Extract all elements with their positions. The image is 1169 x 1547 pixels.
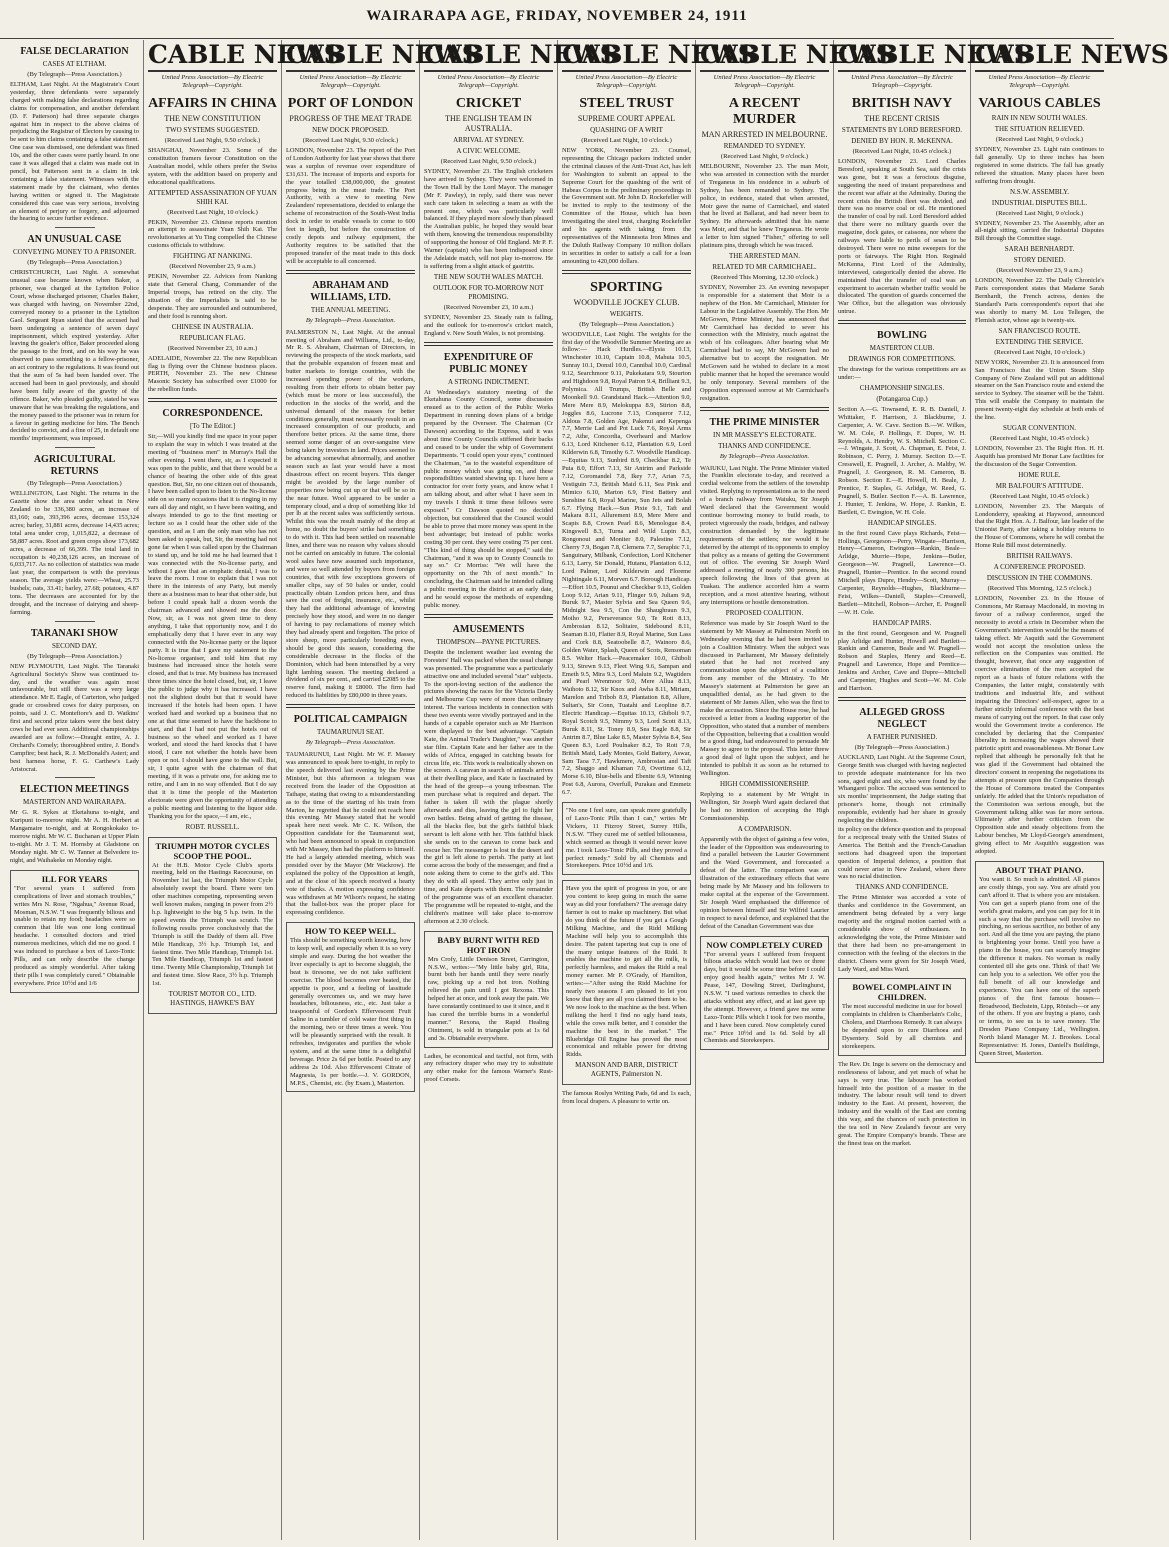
article-body: SYDNEY, November 23. An evening newspaper is responsible for a statement that Moir is a nephew of the Hon. Mr Carmichael, Minister for Labour in the Legislative Assembly. The Hon. Mr McGowen, Prime Minister, has announced that Mr Carmichael has decided to sever his connection with the Ministry, much against the wish of his colleagues. After hearing what Mr Carmichael had to say, Mr McGowen had no alternative but to accept the resignation. Mr McGowen said he wished to declare in a most public manner that he hoped the severance would be only temporary. Several members of the Opposition expressed sorrow at Mr Carmichael's resignation.: [700, 283, 829, 402]
article-subhead: INDUSTRIAL DISPUTES BILL.: [991, 198, 1088, 207]
article-subhead: OUTLOOK FOR TO-MORROW NOT PROMISING.: [433, 283, 544, 301]
article-body: SYDNEY, November 23. Light rain continues to fall generally. Up to three inches has been registered in some districts. The fall has greatly relieved the situation. Many places have been suffering from drought.: [975, 146, 1104, 185]
article-body: SYDNEY, November 23. Steady rain is falling, and the outlook for to-morrow's cricket match, England v. New South Wales, is not promising.: [424, 313, 553, 337]
column-4: [420, 40, 618, 1540]
section-headline: AMUSEMENTS: [452, 623, 525, 635]
column-2: [144, 40, 342, 1540]
dateline: (Received Last Night, 9 o'clock.): [995, 209, 1084, 217]
article-headline: TARANAKI SHOW: [30, 627, 119, 639]
dateline: (Received Last Night, 10 o'clock.): [994, 348, 1085, 356]
divider: [562, 270, 691, 274]
article-subhead: SUGAR CONVENTION.: [1002, 423, 1077, 432]
article-body: LONDON, November 23. The report of the Port of London Authority for last year shows that there was a surplus of revenue over expenditure of £31,631. The increase of imports and exports for the year totalled £38,000,000, the greatest progress being in the meat trade. The Port Authority, with a view to meeting New Zealanders' representations, decided to enlarge the scheme of reconstruction of the South-West India dock in order to enable vessels to come to 600 feet in length, but before the construction of costly depots and railway equipment, the Authority requires to be satisfied that the proposed transfer of the meat trade to this dock will be acceptable to all concerned.: [286, 147, 415, 265]
cable-news-banner: CABLE NEWS: [975, 40, 1104, 72]
article-headline: A RECENT MURDER: [728, 96, 801, 127]
cable-news-banner: CABLE NEWS: [148, 40, 277, 72]
article-credit: By Telegraph—Press Association.: [719, 452, 810, 460]
article-subhead: ATTEMPTED ASSASSINATION OF YUAN SHIH KAI.: [148, 188, 277, 206]
article-headline: FALSE DECLARATION: [20, 46, 129, 57]
press-credit: United Press Association—By Electric Telegraph—Copyright.: [161, 74, 264, 89]
article-headline: AFFAIRS IN CHINA: [148, 96, 277, 111]
article-body: its policy on the defence question and its proposal for a reciprocal treaty with the United States of America. The British and the French-Canadian sections had disagreed upon the important question of Imperial defence, a position that could never arise in New Zealand, where there was no racial distinction.: [838, 826, 966, 881]
article-headline: ALLEGED GROSS NEGLECT: [859, 706, 945, 730]
article-subhead: CASES AT ELTHAM.: [42, 60, 107, 68]
article-subhead: THE NEW SOUTH WALES MATCH.: [433, 272, 544, 281]
ad-footer: TOURIST MOTOR CO., LTD. HASTINGS, HAWKE'S BAY: [168, 990, 257, 1008]
article-subhead: N.S.W. ASSEMBLY.: [1009, 187, 1069, 196]
column-1: [6, 40, 144, 1540]
ad-headline: NOW COMPLETELY CURED: [706, 939, 823, 950]
divider: [838, 320, 966, 324]
section-headline: CORRESPONDENCE.: [162, 408, 263, 420]
ad-headline: BABY BURNT WITH RED HOT IRON: [437, 934, 540, 955]
article-subhead: A CIVIC WELCOME.: [456, 147, 521, 155]
article-subhead: SECOND DAY.: [51, 641, 98, 650]
dateline: (Received Last Night, 10.45 o'clock.): [990, 492, 1089, 500]
article-subhead: PROGRESS OF THE MEAT TRADE: [289, 114, 412, 123]
article-body: Mr G. R. Sykes at Eketahuna to-night, and Kuripuni to-morrow night. Mr A. H. Herbert at Mangamaire to-night, and at Rongokokako to-morrow night. Mr W. C. Buchanan at Upper Plain to-night. Mr J. T. M. Hornsby at Gladstone on Monday night. Mr C. W. Tanner at Belvedere to-night, and Waihakeke on Monday night.: [10, 809, 139, 864]
ad-headline: ILL FOR YEARS: [41, 873, 108, 884]
press-credit: United Press Association—By Electric Telegraph—Copyright.: [988, 74, 1091, 89]
section-headline: SPORTING: [590, 279, 663, 295]
dateline: (Received Last Night, 10 o'clock.): [167, 208, 258, 216]
article-subhead: SUPREME COURT APPEAL: [577, 114, 676, 123]
article-body: ELTHAM, Last Night. At the Magistrate's Court yesterday, three defendants were separately charged with making false declarations regarding claims for compensation, and another defendant (D. F. Patterson) had three separate charges against him in respect to the above claims of prejudicing the Registrar of Electors by causing to be sent to him claims containing a false statement. One case was dismissed, one defendant was fined 10s, and the other cases were partly heard. In one case it was alleged that a claim was made out in pencil, but Patterson sent in a claim in ink containing a false statement. Witnesses with the statement made by the claimant, who denies having written or signed it. The Magistrate considered this case was very serious, involving an element of perjury or forgery, and adjourned the hearing to secure further evidence.: [10, 81, 139, 223]
cable-news-banner: CABLE NEWS: [424, 40, 553, 72]
article-subhead: WEIGHTS.: [609, 309, 644, 318]
article-body: PALMERSTON N., Last Night. At the annual meeting of Abraham and Williams, Ltd., to-day, Mr R. S. Abraham, Chairman of Directors, in reviewing the prospects of the stock markets, said that the probable expansion of frozen meat and butter markets to foreign countries, with the increased spending power of the workers, resulting from their efforts to obtain better pay (which must be more or less successful), the reduction in the stocks of the world, and the universal demand of the masses for better conditions generally, must necessarily result in an increased consumption of our products, and therefore better prices. At the same time, there seemed some danger of an over-sanguine view being taken by investors in land. Prices seemed to be advancing somewhat abnormally, and another season such as last year would have a most disastrous effect on recent buyers. This danger might be avoided by the large number of properties now being cut up or that will be so in the near future. Wool appeared to be under a temporary cloud, and a drop of something like 1d per lb at the recent sales was sufficiently serious. Whilst this was the result mainly of the drop at home, no doubt the buyers' strike had something to do with it. This had been settled on reasonable lines, and there was no reason why values should not be carried on amicably in future. The colonial wool sales have now assumed such importance, and were so well attended by buyers from foreign countries, that with few exceptions growers of smaller clips, say of 50 bales or under, could practically obtain London prices here, and thus save the cost of freight, insurance, etc., whilst they had the additional advantage of knowing precisely how they stood, and were in no danger of having to pay reclamations of money which they had already spent and forgotten. The price of store sheep, more particularly breeding ewes, should be good this season, considering the considerable decrease in the flocks of the Dominion, which had been intensified by a very light lambing season. The meeting declared a dividend of six per cent., and carried £2085 to the reserve fund, making it £8000. The firm had reduced its liabilities by £80,000 in three years.: [286, 328, 415, 700]
divider: [424, 342, 553, 346]
article-body: Apparently with the object of gaining a few votes, the leader of the Opposition was endeavouring to find a parallel between the Laurier Government and the Ward Government, and forecasted a defeat of the latter. The comparison was an illustration of the extraordinary effects that were being made by Mr Massey and his followers to make capital at the expense of the Government. Sir Joseph Ward emphasised the difference of opinion between himself and Sir Wilfrid Laurier in respect to naval defence, and explained that the defeat of the Canadian Government was due: [700, 835, 829, 930]
dateline: (Received November 23, 10 a.m.): [443, 303, 534, 311]
article-subhead: DISCUSSION IN THE COMMONS.: [986, 574, 1093, 583]
advertisement: [838, 978, 966, 1055]
article-subhead: A COMPARISON.: [737, 824, 792, 833]
divider: [148, 398, 277, 402]
article-subhead: THE ARRESTED MAN.: [729, 251, 800, 260]
article-subhead: WOODVILLE JOCKEY CLUB.: [573, 297, 680, 307]
divider: [424, 614, 553, 618]
article-body: CHRISTCHURCH, Last Night. A somewhat unusual case became known when Baker, a prisoner, was charged at the Lyttelton Police Court, whose discharged prisoner, Charles Baker, was charged with having, on November 22nd, conveyed money to a prisoner in the Lyttelton Gaol. Sergeant Ryan stated that the accused had been undergoing a sentence of seven days' imprisonment, which expired yesterday. After leaving the goaler's office, Baker proceeded along the passage to the front, and on his way he was observed to pass something to a fellow-prisoner, an act contrary to the regulations. It was found out that the sum of 5s had been handed over. The accused had been in gaol previously, and should have been fully aware of the gravity of the offence. Baker, who pleaded guilty, stated he was unaware that he was breaking the regulations, and the money passed to the prisoner was in return for a favour in getting medicine for him. The Bench decided to convict, and a fine of 25, in default one months' imprisonment, was imposed.: [10, 269, 139, 443]
divider: [55, 227, 95, 228]
article-subhead: A STRONG INDICTMENT.: [448, 377, 529, 386]
article-body: NEW YORK, November 23. Counsel, representing the Chicago packers indicted under the criminal clauses of the Anti-Trust Act, has left for Washington to submit an appeal to the Supreme Court for the quashing of the writ of Habeas Corpus in the preliminary proceedings in the Government suit. Mr John D. Rockefeller will be invited to reply to the testimony of the Committee of the House, which has been investigating the steel trust, charging Rockefeller and his agents with taking from the representatives of the Minnesota Iron Mines and the Duluth Railway Company 10 million dollars in securities in order to satisfy a call for a loan amounting to 420,000 dollars.: [562, 147, 691, 265]
article-body: LONDON, November 23. The Right Hon. H. H. Asquith has promised Mr Bonar Law facilities for the discussion of the Sugar Convention.: [975, 444, 1104, 468]
article-body: SYDNEY, November 23. The Assembly, after an all-night sitting, carried the Industrial Disputes Bill through the Committee stage.: [975, 219, 1104, 243]
article-subhead: HIGH COMMISSIONERSHIP.: [719, 780, 810, 788]
article-headline: VARIOUS CABLES: [978, 96, 1101, 111]
divider: [55, 621, 95, 622]
column-7: [834, 40, 1032, 1540]
article-body: LONDON, November 23. In the House of Commons, Mr Ramsay Macdonald, in moving in favour of a railway conference, urged the necessity to avoid a crisis in December when the Government's intervention would be the means of taking effect. Mr Asquith said the Government would not accept the resolution unless the reflection on the Companies was omitted. He thought, however, that once any suggestion of coercive elimination of the men accepted the report as a basis of future relations with the Companies, the latter might, consistently with traditions and industrial life, and without impairing the Directors' self-respect, agree to a further strictly informal conference with the best means of carrying out the report. In that case only would the Government invite a conference. He concluded by declaring that the Companies' liberality in increasing the wages showed their patriotic spirit and reasonableness. Mr Bonar Law replied that although he personally felt that he was glad if the Government had obtained the directors' consent in reopening the negotiations its attempts at pressure upon the Companies through the House of Commons treated the Companies unfairly. He added that the Union's repudiation of the Commission was serious enough, but the Government talking alike was far more serious. Ultimately after further criticism from the Opposition side and steady objections from the Labour benches, Mr Lloyd-George's amendment, giving effect to Mr Asquith's suggestion was adopted.: [975, 595, 1104, 856]
article-body: AUCKLAND, Last Night. At the Supreme Court, George Smith was charged with having neglected to provide adequate maintenance for his two sons, aged eight and six, who were found by the Whangarei police. The accused was sentenced to six months' imprisonment, the Judge stating that prisoner's home, though not criminally responsible, evidently had her share in grossly neglecting the children.: [838, 753, 966, 825]
article-subhead: DRAWINGS FOR COMPETITIONS.: [848, 355, 956, 364]
dateline: (Received This Morning, 12.5 o'clock.): [987, 585, 1092, 593]
article-body: WAIUKU, Last Night. The Prime Minister visited the Franklin electorate to-day, and received a cordial welcome from the settlers of the township visited. Replying to representations as to the need of a branch railway from Waiuku, Sir Joseph Ward declared that the Government would continue borrowing money to build roads, to protect vigorously the roads, bridges, and railway construction demanded by the legitimate requirements of the settlers; nor would it be deterred by the attempt of its opponents to employ that policy as a means of getting the Government out of office. The evening Sir Joseph Ward addressed a meeting of nearly 300 persons, his speech following the lines of that given at Tuakau. The audience accorded him a warm reception, and a most attentive hearing, without any interruptions or hostile demonstration.: [700, 464, 829, 606]
ad-body: You want it. So much is admitted. All pianos are costly things, you say. You are afraid you can't afford it. That is where you are mistaken. You can get a superb piano from one of the world's great makers, and you can pay for it in such a way that the purchase will involve no pinching, no serious sacrifice, no bother of any sort. And all the time you are paying, the piano is brightening your home. Until you have a piano in the house, you can scarcely imagine the difference it makes. No woman is really contented till she gets one. Think of that! We can help you to a selection. We offer you the full benefit of all our knowledge and experience. You can have one of the superb pianos of the first famous houses—Broadwood, Bechstein, Lipp, Rönisch—or any of the others. If you are buying a piano, cash or terms, to see us is to save money. The Dresden Piano Company Ltd., Wellington. North Island Manager M. J. Brookes. Local Representative: H. Jones, Daniell's Buildings, Queen Street, Masterton.: [979, 876, 1100, 1057]
article-subhead: MASTERTON CLUB.: [869, 344, 935, 353]
article-credit: (By Telegraph—Press Association.): [27, 652, 122, 660]
article-subhead: MAN ARRESTED IN MELBOURNE.: [701, 130, 828, 139]
dateline: (Received November 23, 9 a.m.): [996, 267, 1083, 275]
advertisement: [424, 931, 553, 1048]
article-headline: EXPENDITURE OF PUBLIC MONEY: [443, 351, 534, 375]
divider: [55, 447, 95, 448]
article-subhead: THE RECENT CRISIS: [864, 114, 940, 123]
newspaper-page: [6, 40, 1169, 1542]
article-subhead: A FATHER PUNISHED.: [866, 732, 938, 741]
article-headline: STEEL TRUST: [579, 96, 674, 111]
ad-body: The most successful medicine in use for bowel complaints in children is Chamberlain's Colic, Cholera, and Diarrhoea Remedy. It can always be depended upon to cure Diarrhoea and Dysentery. Sold by all chemists and storekeepers.: [842, 1003, 962, 1050]
ad-body: "For several years I suffered from frequent bilious attacks which would last two or three days, but it would be some time before I could enjoy good health again," writes Mr J. W. Pease, 147, Dowling Street, Darlinghurst, N.S.W. "I used various remedies to check the attacks without any effect, and at last gave up the attempt. However, a friend gave me some Laxo-Tonic Pills which I took for two months, and I have been cured. Now completely cured me." Price 10½d and 1s 6d. Sold by all Chemists and Storekeepers.: [704, 950, 825, 1045]
article-headline: PORT OF LONDON: [287, 96, 414, 111]
column-6: [696, 40, 894, 1540]
article-headline: BRITISH NAVY: [851, 96, 953, 111]
article-subhead: A CONFERENCE PROPOSED.: [993, 563, 1086, 572]
advertisement: [148, 837, 277, 1015]
article-subhead: STORY DENIED.: [1013, 256, 1066, 265]
advertisement: [700, 936, 829, 1051]
divider: [55, 777, 95, 778]
dateline: (Received November 23, 9 a.m.): [169, 263, 256, 271]
article-subhead: EXTENDING THE SERVICE.: [995, 337, 1084, 346]
article-body: PEKIN, November 22. Advices from Nanking state that General Chang, Commander of the Imperial troops, has retired on the city. The situation of the Imperialists is said to be desperate. They are surrounded and outnumbered, and their food is running short.: [148, 273, 277, 320]
ad-body: Mrs Crofy, Little Denison Street, Carrington, N.S.W., writes:—"My little baby girl, Rita, burnt both her hands until they were nearly raw, picking up a red hot iron. Nothing relieved the pain until I got Rexona. This helped her at once, and took away the pain. We have constantly continued to use it since, and it has cured the terrible burns in a wonderful manner." Rexona, the Rapid Healing Ointment, is sold in triangular pots at 1s 6d and 3s. Obtainable everywhere.: [428, 955, 549, 1042]
article-subhead: MASTERTON AND WAIRARAPA.: [22, 798, 127, 807]
article-headline: AN UNUSUAL CASE: [27, 234, 122, 246]
ad-headline: ABOUT THAT PIANO.: [995, 865, 1084, 875]
article-subhead: THANKS AND CONFIDENCE.: [855, 883, 949, 892]
article-headline: AGRICULTURAL RETURNS: [33, 454, 116, 478]
column-3: [282, 40, 480, 1540]
ad-body: "No one I feel sure, can speak more gratefully of Laxo-Tonic Pills than I can," writes Mr Vickers, 11 Fitzroy Street, Surrey Hills, N.S.W. "They cured me of settled biliousness, which seemed as though it would never leave me. I took Laxo-Tonic Pills, and they proved a perfect remedy." Sold by all Chemists and Storekeepers. Price 10½d and 1/6.: [566, 807, 687, 870]
ad-footer: MANSON AND BARR, DISTRICT AGENTS, Palmerston N.: [575, 1061, 678, 1079]
ad-body: This should be something worth knowing, how to keep well, and especially when it is so very simple and easy. During the hot weather the liver especially is apt to become sluggish, the heat is tiresome, we do not take sufficient exercise. The blood becomes over heated, the appetite is poor, and a feeling of lassitude generally overcomes us, and we may have headaches, biliousness, etc., etc. Just take a teaspoonful of Gordon's Effervescent Fruit Saline in a tumbler of cold water first thing in the morning, two or three times a week. You will be pleasantly surprised with the result. It refreshes, invigorates and purifies the whole system, and at the same time is a delightful beverage. Price 2s 6d per bottle. Posted to any address 2s 10d. Also Effervescent Citrate of Magnesia, 1s per bottle.—J. V. GORDON, M.P.S., Chemist, etc. (by Exam.), Masterton.: [290, 937, 411, 1087]
article-headline: ELECTION MEETINGS: [19, 784, 130, 796]
ad-body: At the H.B. Motor Cycle Club's sports meeting, held on the Hastings Racecourse, on November 1st last, the Triumph Motor Cycle absolutely swept the board. There were ten other machines competing, representing seven well known makes, ranging in power from 2½ h.p. lightweight to the big 5 h.p. twin. In the speed events the Triumph was scratch. The following results prove conclusively that the Triumph is still the Daddy of them all. Five Mile Handicap, 3½ h.p. Triumph 1st, and fastest time. Two Mile Handicap, Triumph 1st. Ten Mile Handicap, Triumph 1st and fastest time. Twenty Mile Championship, Triumph 1st and fastest time. Slow Race, 3½ h.p. Triumph 1st.: [152, 861, 273, 988]
section-subhead: [To The Editor.]: [189, 422, 236, 431]
article-body: LONDON, November 23. The Marquis of Londonderry, speaking at Haywood, announced that the Right Hon. A. J. Balfour, late leader of the Unionist Party, after taking a holiday returns to the House of Commons, where he will combat the Home Rule Bill most determinedly.: [975, 502, 1104, 550]
dateline: (Received This Morning, 12.30 o'clock.): [710, 273, 819, 281]
article-body: Section A.—G. Townsend, E. R. B. Daniell, J. Whittaker, F. Harrison, J. Blackburne, J. Carpenter, A. W. Cave. Section B.—W. Wilkes, W. M. Cole, P. Hollings, F. Dupre, W. H. Reynolds, A. Hendry, W. S. Mitchell. Section C.—J. Wingate, J. Scott, A. Chapman, E. Feist, J. Robinson, C. Perry, J. Murray. Section D.—T. Cresswell, E. Pragnell, J. Archer, A. Maltby, W. Pragnell, J. Georgeson, R. M. Cameron, B. Robson. Section E.—E. Howell, H. Beale, J. Prentice, F. Staples, G. Arlidge, W. Reed, G. Pragnell, S. Butler. Section F.—A. B. Lawrence, J. Hunter, T. Jenkins, W. Hope, J. Rankin, E. Bartlett, C. Ewington, W. H. Cole.: [838, 405, 966, 516]
advertisement: [975, 861, 1104, 1063]
article-body: Reference was made by Sir Joseph Ward to the statement by Mr Massey at Palmerston North on Wednesday evening that he had been invited to join a Coalition Ministry. When the subject was discussed in Parliament, Mr Massey definitely stated that he had not received any communication upon the subject of a coalition from any member of the Ministry. To Mr Massey's statement at Palmerston he gave an unqualified denial, as he had given to the statement of Mr James Allen, who was the first to make the accusation. Since the House rose, he had received a letter from a leading supporter of the Opposition, who stated that a number of members of the Opposition, believing that a coalition would be a good thing, had endeavoured to persuade Mr Massey to agree to the proposal. This letter threw a good deal of light upon the subject, and he intended to publish it as soon as he returned to Wellington.: [700, 619, 829, 778]
article-subhead: SARAH BERNHARDT.: [1004, 245, 1075, 254]
column-8: [971, 40, 1169, 1540]
article-subhead: MR BALFOUR'S ATTITUDE.: [995, 481, 1084, 490]
dateline: (Received Last Night, 9 o'clock.): [995, 136, 1084, 143]
article-subhead: HANDICAP SINGLES.: [867, 518, 937, 527]
dateline: (Received Last Night, 10.45 o'clock.): [990, 434, 1089, 442]
article-body: At Wednesday's statutory meeting of the Eketahuna County Council, some discussion ensued as to the action of the Public Works Department in running down plans of a bridge prepared by the Overseer. The Chairman (Cr Dawson) according to the Express, said it was about time County Councils stiffened their backs and ceased to be under the whip of Government Departments. "I could open your eyes," continued the Chairman, "as to the wasteful expenditure of public money which was going on, and these responsibilities wanted shewing up. I have here a contractor for over forty years, and know what I am talking about, and after what I have seen in my travels I think it time these fellows were exposed." Cr Dawson quoted no decided objection, but considered that the Council would be able to prove that more money was spent in the best advantage; but instead of public works costing 30 per cent. they were costing 75 per cent. "This kind of thing should be stopped," said the Chairman, "and it was up to County Councils to say so." Cr Morriss: "We will have the opportunity on the 7th of next month." In concluding, the Chairman said he intended calling a public meeting in the district at an early date, and he would expose the methods of expending public money.: [424, 388, 553, 609]
article-subhead: THE ANNUAL MEETING.: [310, 305, 391, 314]
article-subhead: THE NEW CONSTITUTION: [164, 114, 261, 123]
article-body: NEW PLYMOUTH, Last Night. The Taranaki Agricultural Society's Show was continued to-day, and the weather was again most unfavourable, but still there was a very large attendance. Mr E. Eagle, of Carterton, who judged grade or crossbred cows for dairy purposes, on points, said J. C. Montefiore's and D. Watkins' first and second prize takers were the best dairy cows he had ever seen. Additional championships awarded are as follow:—Draught entire, A. J. Orchard's Comely; thoroughbred entire, J. Bond's Campfire; best hack, R. J. McDonald's Asteri; and best harness horse, F. G. Carthew's Lady Aristocrat.: [10, 662, 140, 773]
cable-news-banner: CABLE NEWS: [700, 40, 829, 72]
article-body: In the first round Cave plays Richards, Feist—Hollings, Georgeson—Perry, Wingate—Harrison, Henry—Cameron, Ewington—Rankin, Beale—Arlidge, Murrie—Hope, Jenkins—Butler, Georgeson—W. Pragnell, Lawrence—O. Pragnell, Hunter—Prentice. In the second round Mitchell plays Dupre, Hendry—Scott, Murray—Carpenter, Reynolds—Hughes, Blackburne—Feist, Wilkes—Daniell, Staples—Cresswell, Bartlett—Mitchell, Robson—Archer, E. Pragnell—W. H. Cole.: [838, 529, 966, 616]
article-subhead: RELATED TO MR CARMICHAEL.: [712, 262, 817, 271]
article-subhead: STATEMENTS BY LORD BERESFORD.: [841, 126, 963, 134]
divider: [286, 270, 415, 274]
advertisement: [562, 880, 691, 1085]
article-credit: (By Telegraph—Press Association.): [854, 743, 950, 751]
article-subhead: BRITISH RAILWAYS.: [1006, 552, 1073, 561]
article-credit: (By Telegraph—Press Association.): [579, 320, 674, 328]
article-body: SHANGHAI, November 23. Some of the constitution framers favour Constitution on the Australian model, while others prefer the Swiss system, with the addition based on property and educational qualifications.: [148, 147, 277, 186]
article-headline: CRICKET: [455, 96, 522, 111]
article-credit: (By Telegraph—Press Association.): [27, 480, 122, 488]
article-body: WOODVILLE, Last Night. The weights for the first day of the Woodville Summer Meeting are as follow:— Hack Hurdles.—Elysia 10.13, Winchester 10.10, Captain 10.8, Mahuta 10.5, Sunray 10.1, Donsil 10.0, Cannibal 10.0, Cardinal 9.12, Searchmoor 9.11, Pukekatara 9.9, Stourton and Highdoon 9.8, Royal Patron 9.4, Brilliant 9.3, Polymica. All Trumps, British Belle and Moonkell 9.0. Grandstand Hack.—Attention 9.0, Mere Mere 8.9, Melokuppa 8.9, Stirton 8.8, Joggles 8.6, Lucrone 7.13, Conqueror 7.12, Aldous 7.8, Golden Age, Pakenui and Kepenga 7.7, Merrie Lad and Pot Luck 7.6, Royal Arms 7.2, Athe, Concordia, Overheard and Marlow 6.13, Lord Kitchener 6.12, Plantation 6.9, Lord Kilderwin 6.8, Timothy 6.7. Woodville Handicap.—Equitas 9.13, Sunbird 8.9, Checkbar 8.2, Te Puia 8.0, Effort 7.13, Sir Antrim and Parkside 7.12, Coromandel 7.8, Ikey 7.7, Arian 7.5, Vestiguin 7.3, British Maid 6.11, Sea Pink and Mimico 6.10, Marton 6.9, First Battery and Sunshine 6.8, Royal Marine, Sun Jets and Bolah 6.7. Flying Hack.—Sun Pixie 9.1, Taft and Makara 8.11, Allurement 8.9, Mere Mere and Scapis 8.8, Crown Pearl 8.6, Menologue 8.4, Kingswell 8.3, Turna and Wild Lupin 8.3, Rongonoui and Moniter 8.0, Palestine 7.12, Cherry 7.9, Bogan 7.8, Clemens 7.7, Seraphic 7.1, Sanguinary, Milbank, Confection, Lord Kitchener 6.13, Larry, Sir Donald, Hutanu, Plantation 6.12, Lord Palmer, Lord Kilderwin and Floreme Nightingale 6.11, Morven 6.7. Borough Handicap.—Effort 10.5, Pounui and Checkbar 9.13, Golden Loop 9.12, Arian 9.11, Flinger 9.9, Juliam 9.8, Buruk 9.7, Master Sylvia and Sea Queen 9.6, Midnight Sea 9.5, Con the Shaughraun 9.3, Moiho 9.2, Perseverance 9.0, Te Roti 8.13, Ambrosian 8.12, Solitaire, Sidebound 8.11, Seaman 8.10, Flatter 8.9, Royal Marine, Sun Lass and Cork 8.8, Seatoobelle 8.7, Wainoro 8.6, Golden Water, Splash, Queen of Scots, Rensoman 8.5. Welter Hack.—Peacemaker 10.0, Ghiboli 9.13, Strewn 9.13, Fleet Wing 9.6, Sampan and Emeth 9.5, Mira 9.3, Lord Maluin 9.2, Wagtiders and Pearl Wrenmoor 9.0, Mere Allua 8.13, Waihoto 8.12, Sir Knox and Awha 8.11, Miriam, Marelon and Tribob 8.9, Plantation 8.8, Allure, Sultan's, Sir Conn, Tuatahi and Leopline 8.7. Electric Handicap.—Equitas 10.13, Ghiboli 9.7, Royal Scotch 9.5, Nimmy 9.3, Lord Scott 8.13, Buruk 8.11, St. Toney 8.9, Sea Eagle 8.8, Sir Antrim 8.7, Blue Lake 8.5, Master Sylvia 8.4, Sea Queen 8.3, Lord Poulnaker 8.2, To Roti 7.9, British Maid, Lady Montes, Gold Battery, Aswar, Sam Taoa 7.7, Hawkmere, Ambrosian and Taft 7.2, Shaggo and Khaman 7.0, Overtime 6.12, Morse 6.10, Blue-bells and Ebenite 6.9, Winning Post 6.8, Aurora, Overfull, Purakau and Emmetz 6.7.: [562, 330, 691, 797]
divider: [838, 697, 966, 701]
article-subhead: TWO SYSTEMS SUGGESTED.: [165, 126, 260, 134]
advertisement: [10, 870, 139, 993]
ad-body: The Rev. Dr. Inge is severe on the democracy and restlessness of labour, and yet much of what he says is very true. The labourer has worked himself into the position of a master in the industry. The labour result will tend to divert industry to the East. At present, however, the industry and the wealth of the East are coming this way, and the chances of such protection in the tea soil in New Zealand's favour are very great. The Empire Company's brands. These are the finest teas on the market.: [838, 1060, 966, 1147]
press-credit: United Press Association—By Electric Telegraph—Copyright.: [575, 74, 678, 89]
cable-news-banner: CABLE NEWS: [838, 40, 966, 72]
advertisement: [286, 922, 415, 1092]
article-subhead: THE ENGLISH TEAM IN AUSTRALIA.: [445, 114, 532, 133]
article-subhead: TAUMARUNUI SEAT.: [317, 728, 384, 737]
article-body: Despite the inclement weather last evening the Foresters' Hall was packed when the usual change was presented. The programme was a particularly attractive one and included several "star" subjects. To the sport-loving section of the audience the pictures showing the races for the Victoria Derby and Melbourne Cup were of more than ordinary interest. The various incidents in connection with these two events were vividly portrayed and in the hands of a capable operator such as Mr Harrison were displayed to the best advantage. "Captain Kate, the Animal Trader's Daughter," was another star film. Captain Kate and her father are in the wilds of Africa, engaged in catching beasts for circus life, etc. This work is realistically shown on the screen. A caravan in search of animals arrives at their dwelling place, and Kate is fascinated by the head of the group—a young tribesman. The men purchase what is required and depart. The father is taken ill with the plague shortly afterwards and dies, leaving the girl to fight her own battles. Being afraid of getting the disease, all the blacks flee, but the girl's faithful black servant is left alone with her. This faithful black she sends on to the caravan to come back and rescue her. The messenger is lost in the desert and the girl is left alone to perish. The party at last come across the body of the messenger, and find a note asking them to come to the girl's aid. This they do with all speed. They arrive only just in time, and Kate departs with them. The remainder of the programme was of an excellent character. The programme will be repeated to-night, and the children's matinee will take place to-morrow afternoon at 2.30 o'clock.: [424, 648, 553, 925]
ad-headline: BOWEL COMPLAINT IN CHILDREN.: [852, 982, 952, 1003]
divider: [700, 407, 829, 411]
article-body: Replying to a statement by Mr Wright in Wellington, Sir Joseph Ward again declared that he had no intention of accepting the High Commissionership.: [700, 791, 829, 822]
masthead-title: WAIRARAPA AGE, FRIDAY, NOVEMBER 24, 1911: [366, 8, 748, 24]
article-subhead: RAIN IN NEW SOUTH WALES.: [991, 114, 1088, 122]
article-subhead: QUASHING OF A WRIT: [590, 126, 663, 134]
article-headline: POLITICAL CAMPAIGN: [293, 714, 408, 726]
section-headline: BOWLING: [876, 330, 927, 342]
article-subhead: DENIED BY HON. R. McKENNA.: [851, 137, 953, 145]
press-credit: United Press Association—By Electric Telegraph—Copyright.: [851, 74, 953, 89]
cable-news-banner: CABLE NEWS: [286, 40, 415, 72]
article-credit: By Telegraph—Press Association.: [305, 316, 396, 324]
article-body: The drawings for the various competitions are as under:—: [838, 366, 966, 382]
article-body: SYDNEY, November 23. The English cricketers have arrived in Sydney. They were welcomed in the Town Hall by the Lord Mayor. The manager (Mr F. Pawley), in reply, said there was never such care taken in selecting a team as with the present one, which was particularly well balanced. If they played more slowly than pleased the Australian public, he hoped they would bear with them, knowing the tremendous responsibility of supporting the honour of Old England. Mr P. F. Warner (captain) who has been indisposed since the Adelaide match, will not play to-morrow. He is suffering from a slight attack of gastritis.: [424, 168, 553, 270]
article-subhead: CHINESE IN AUSTRALIA.: [171, 322, 254, 331]
article-subhead: PROPOSED COALITION.: [725, 608, 804, 617]
article-subhead: REMANDED TO SYDNEY.: [723, 142, 806, 150]
article-subhead: NEW DOCK PROPOSED.: [312, 126, 389, 134]
dateline: (Received Last Night, 10.45 o'clock.): [852, 148, 952, 155]
press-credit: United Press Association—By Electric Telegraph—Copyright.: [437, 74, 540, 89]
ad-body: The famous Roslyn Writing Pads, 6d and 1s each, from local drapers. A pleasure to write on.: [562, 1090, 691, 1106]
article-subhead: SAN FRANCISCO ROUTE.: [998, 326, 1081, 335]
article-body: NEW YORK, November 23. It is announced from San Francisco that the Union Steam Ship Company of New Zealand will put an additional steamer on the San Francisco route and extend the service to Sydney. The steamer will be the Tahiti. This will enable the Company to maintain the present twenty-eight day schedule at both ends of the line.: [975, 358, 1104, 422]
article-body: TAUMARUNUI, Last Night. Mr W. F. Massey was announced to speak here to-night, in reply to the speech delivered last evening by the Prime Minister, but this afternoon a telegram was received from the leader of the Opposition at Taihape, stating that owing to a misunderstanding as to the time of the starting of his train from Marton, he regretted that he could not reach here this evening. Mr Massey stated that he would speak here next week. Mr C. K. Wilson, the Opposition candidate for the Taumarunui seat, who had been announced to speak in conjunction with Mr Massey, then had the platform to himself. He had a largely attended meeting, which was presided over by the Mayor (Mr Wackrow). He explained the policy of the Opposition at length, and at the close of his speech received a hearty vote of thanks. A motion expressing confidence was withdrawn at Mr Wilson's request, he stating that the ballot-box was the proper place for expressing confidence.: [286, 751, 415, 917]
article-body: The Prime Minister was accorded a vote of thanks and confidence in the Government, an amendment being defeated by a very large majority and the original motion carried with a considerable show of enthusiasm. In acknowledging the vote, the Prime Minister said that there had been no pre-arrangement in connection with the feeling of the electors in the district. Cheers were given for Sir Joseph Ward, Lady Ward, and Miss Ward.: [838, 894, 966, 973]
article-body: WELLINGTON, Last Night. The returns in the Gazette show the area under wheat in New Zealand to be 336,380 acres, an increase of 83,160; oats, 393,396 acres, decrease 153,324 acres; barley, 31,881 acres, decrease 14,435 acres; total area under crop, 1,015,822, a decrease of 58,887 acres. Root and green crops show 173,682 acres, a decrease of 66,399. The total land in occupation is 40,238,126 acres, an increase of 6,033,717. As no collection of statistics was made last year, the comparison is with the previous season. The average yields were:—Wheat, 25.73 bushels; oats, 33.41; barley, 27.68; potatoes, 4.87 tons. The decreases are accounted for by the drought, and the increase of dairying and sheep-farming.: [10, 490, 139, 616]
divider: [286, 704, 415, 708]
press-credit: United Press Association—By Electric Telegraph—Copyright.: [299, 74, 402, 89]
dateline: (Received November 23, 10 a.m.): [167, 344, 258, 352]
article-subhead: THE SITUATION RELIEVED.: [994, 125, 1085, 133]
dateline: (Received Last Night, 9.50 o'clock.): [440, 158, 537, 165]
article-subhead: CONVEYING MONEY TO A PRISONER.: [13, 248, 136, 257]
ad-body: "For several years I suffered from complications of liver and stomach troubles," writes Mrs N. Rose, "Ngahua," Avenue Road, Mosman, N.S.W. "I was frequently bilious and unable to retain my food; headaches were so common that life was one long continual headache. I consulted doctors and tried numerous medicines, which did me no good. I was induced to purchase a box of Laxo-Tonic Pills, and can only describe the change produced as simply wonderful. After taking their pills I was completely cured." Obtainable everywhere. Price 10½d and 1/6: [14, 884, 135, 987]
article-body: MELBOURNE, November 23. The man Moir, who was arrested in connection with the murder of Treganeus in his residence in a suburb of Sydney, has been remanded to Sydney. The police, in evidence, stated that when arrested, Moir gave the name of Carmichael, and stated that he lived at Ballarat, and had never been to Sydney. He afterwards admitted that his name was Moir, and that he knew Treganeus. He wrote a letter to him signed "Fisher," offering to sell platinum pins, through which he was traced.: [700, 163, 829, 250]
dateline: (Received Last Night, 10 o'clock.): [581, 137, 672, 144]
article-body: In the first round, Georgeson and W. Pragnell play Arlidge and Hunter, Howell and Bartlett—Rankin and Cameron, Beale and W. Pragnell—Robson and Staples, Henry and Reed—E. Pragnell and Lawrence, Hope and Prentice—Jenkins and Archer, Cave and Dupre—Mitchell and Carpenter, Hughes and Scott—W. M. Cole and Harrison.: [838, 629, 966, 692]
article-subhead: HANDICAP PAIRS.: [872, 618, 932, 627]
article-body: LONDON, November 22. The Daily Chronicle's Paris correspondent states that Madame Sarah Bernhardt, the French actress, denies the Standard's Paris correspondent's report that she was shortly to marry M. Lou Tellegen, the Flemish actor, whose age is twenty-six.: [975, 277, 1104, 324]
article-credit: (By Telegraph—Press Association.): [27, 259, 122, 267]
column-5: [558, 40, 756, 1540]
article-subhead: REPUBLICAN FLAG.: [179, 333, 246, 342]
letter-body: Sir,—Will you kindly find me space in your paper to explain the way in which I was treated at the meeting of "business men" in Murray's Hall the other evening. I went there, sir, as I expected it was open to the public, and that there would be a chance of hearing the other side of this great question. But, Sir, no one citizen out of thousands, I have been called upon to listen to the No-license side on so many occasions that it is ringing in my ears all day and night, so I have been waiting, and always intended to go to the first meeting or lecture so as I could hear the other side of the question, and as I am the only man who has not been asked to speak, but, Sir, the meeting had not gone far when I was called upon by the Chairman to stand up, and he told me he had learned that I was connected with the No-license party, and without I gave that an emphatic denial, I was to leave the room. I rose to explain that I was not there in the interests of any Party, but merely there as a business man to hear that other side, but before I could speak half a dozen words the chairman advanced and showed me the door. Now, sir, as I was not given time to deny anything, I take that opportunity now, and I do emphatically deny that I have ever in any way connected with the No-license party or the liquor party. It is true that I gave my statement to the No-license organiser, and told him that my business had increased since the hotels were closed, and that is true. My business has increased three times since the hotel closed, but, sir, I leave the public to judge why it has increased. I have not the slightest doubt but that it would have increased if the hotels had been open. I have worked hard and worked up a business that no one at that time seemed to have the backbone to start, and that I had not put the hotels out of business so the wheel and worked as I have worked, and stood the hard knocks that I have stood, I care not whether the hotels have been open or not. I should have gone to the wall. But, sir, I quite agree with the chairman of that meeting, if it was a private one, for asking me to retire, and I am in no way offended. But I do say that it is time the people of the Masterton electorate were given the opportunity of attending a public meeting and listening to the liquor side. Thanking you for the space,—I am, etc.,: [148, 433, 277, 820]
advertisement: [562, 802, 691, 875]
dateline: (Received Last Night, 9.50 o'clock.): [164, 137, 261, 144]
article-credit: By Telegraph—Press Association.: [305, 739, 396, 747]
article-subhead: CHAMPIONSHIP SINGLES.: [859, 383, 945, 392]
article-body: ADELAIDE, November 22. The new Republican flag is flying over the Chinese business places. PERTH, November 23. The new Chinese Masonic Society has subscribed over £1000 for the rebellion funds.: [148, 354, 277, 394]
letter-signature: ROBT. RUSSELL.: [185, 822, 240, 831]
dateline: (Received Last Night, 9.30 o'clock.): [302, 137, 399, 144]
article-credit: (By Telegraph—Press Association.): [27, 71, 122, 78]
masthead: [0, 0, 1114, 39]
cable-news-banner: CABLE NEWS: [562, 40, 691, 72]
section-subhead: THOMPSON—PAYNE PICTURES.: [436, 637, 541, 646]
article-subhead: IN MR MASSEY'S ELECTORATE.: [712, 430, 817, 439]
press-credit: United Press Association—By Electric Telegraph—Copyright.: [713, 74, 816, 89]
article-subhead: THANKS AND CONFIDENCE.: [718, 441, 811, 450]
ad-headline: HOW TO KEEP WELL.: [304, 926, 397, 937]
article-subhead: (Potangaroa Cup.): [876, 394, 928, 403]
article-body: PEKIN, November 23. Chinese reports mention an attempt to assassinate Yuan Shih Kai. The revolutionaries at Yu Ting compelled the Chinese customs officials to withdraw.: [148, 218, 277, 250]
article-subhead: ARRIVAL AT SYDNEY.: [453, 136, 524, 144]
ad-headline: TRIUMPH MOTOR CYCLES SCOOP THE POOL.: [155, 840, 270, 861]
ad-body: Have you the spirit of progress in you, or are you content to keep going in much the same way as did your forefathers? The average dairy farmer is out to make up machinery. But what do you think of the future if you get a Gough Milking Machine, and the Ridd Milking Machine will help you to accomplish this desire. The patent tapering teat cup is one of the many unique features of the Ridd. It enables the machine to get all the milk, is perfectly harmless, and makes the Ridd a real money earner. Mr P. O'Grady, of Hamilton, writes:—"After using the Ridd Machine for nearly two seasons I am pleased to let you know that they are all you claimed them to be. We now look to the machine as the best. When milking the herd I find no ugly hand teats, while the cows milk better, and I consider the machine the best in the market." The Bluebridge Oil Engine has proved the most economical and reliable power for driving Ridds.: [566, 885, 687, 1059]
ad-body: Ladies, be economical and tactful, not firm, with any refractory draper who may try to substitute any other make for the famous Warner's Rust-proof Corsets.: [424, 1052, 553, 1084]
article-subhead: FIGHTING AT NANKING.: [172, 252, 252, 261]
article-body: LONDON, November 23. Lord Charles Beresford, speaking at South Sea, said the crisis was gone, but it was a ferocious disguise, suggesting the need of instant preparedness and the recent war affair at the Admiralty. During the recent crisis the British fleet was divided, and there was no reserve coal or oil. He mentioned the transfer of coal by rail. Lord Beresford added that there were no military guards over the magazine, dock gates, or caissons, nor where the railways were liable to perils of sesan to be destroyed. There were no mine sweepers for the ports or fairways. The Right Hon. Reginald McKenna, First Lord of the Admiralty, interviewed, categorically denied the above. He maintained that the transfer of coal was an experiment to ascertain whether traffic would be dislocated. The question of guards concerned the War Office, but the allegation was obviously untrue.: [838, 158, 966, 316]
article-headline: THE PRIME MINISTER: [709, 416, 820, 428]
article-subhead: HOME RULE.: [1018, 470, 1061, 479]
dateline: (Received Last Night, 9 o'clock.): [720, 153, 809, 160]
article-headline: ABRAHAM AND WILLIAMS, LTD.: [310, 279, 391, 303]
